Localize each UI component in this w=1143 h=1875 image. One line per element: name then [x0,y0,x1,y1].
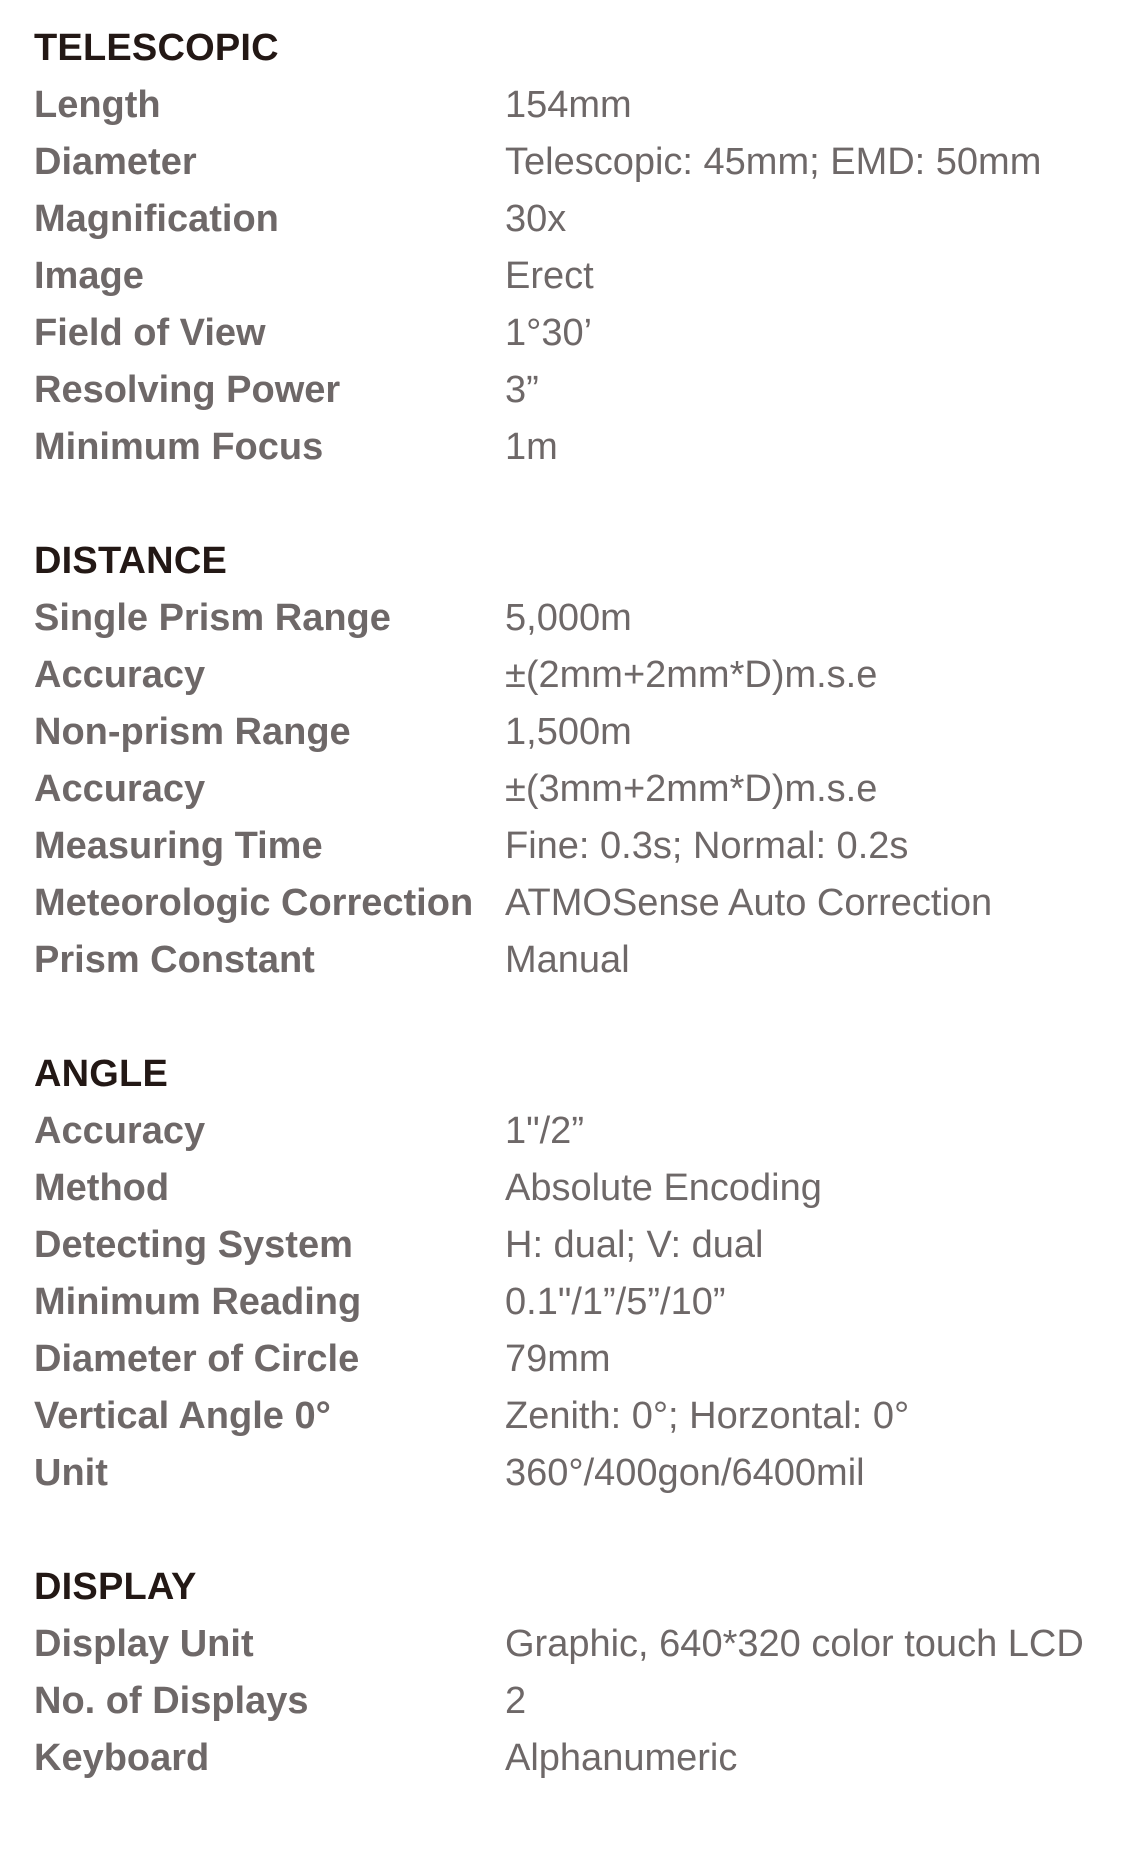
section-display [34,1559,1134,1787]
spec-label: Length [34,84,161,126]
spec-value: 360°/400gon/6400mil [505,1452,865,1494]
spec-value: 1°30’ [505,312,593,354]
spec-value: 3” [505,369,539,411]
spec-label: Image [34,255,144,297]
spec-value: 2 [505,1680,527,1722]
spec-row-non-prism-range [34,704,1134,761]
spec-row-vertical-angle [34,1388,1134,1445]
spec-value: 0.1"/1”/5”/10” [505,1281,726,1323]
spec-row-diameter [34,134,1134,191]
spec-row-magnification [34,191,1134,248]
spec-value: ±(3mm+2mm*D)m.s.e [505,768,878,810]
spec-value: Graphic, 640*320 color touch LCD [505,1623,1084,1665]
spec-row-angle-accuracy [34,1103,1134,1160]
section-distance [34,533,1134,989]
spec-row-measuring-time [34,818,1134,875]
spec-label: Keyboard [34,1737,210,1779]
spec-label: Unit [34,1452,108,1494]
spec-label: Accuracy [34,654,206,696]
spec-row-prism-constant [34,932,1134,989]
section-title: ANGLE [34,1053,168,1095]
spec-label: Accuracy [34,1110,206,1152]
section-telescopic [34,20,1134,476]
spec-label: Prism Constant [34,939,315,981]
spec-label: Field of View [34,312,266,354]
spec-row-field-of-view [34,305,1134,362]
spec-value: ATMOSense Auto Correction [505,882,993,924]
spec-label: No. of Displays [34,1680,309,1722]
spec-label: Diameter of Circle [34,1338,360,1380]
spec-label: Non-prism Range [34,711,351,753]
spec-label: Measuring Time [34,825,323,867]
spec-row-single-prism-range [34,590,1134,647]
spec-value: 154mm [505,84,632,126]
spec-row-display-unit [34,1616,1134,1673]
spec-value: ±(2mm+2mm*D)m.s.e [505,654,878,696]
spec-value: Fine: 0.3s; Normal: 0.2s [505,825,909,867]
spec-label: Minimum Reading [34,1281,362,1323]
spec-label: Method [34,1167,170,1209]
spec-value: Telescopic: 45mm; EMD: 50mm [505,141,1042,183]
spec-value: 30x [505,198,567,240]
spec-value: 79mm [505,1338,611,1380]
spec-row-keyboard [34,1730,1134,1787]
section-title: DISTANCE [34,540,228,582]
spec-label: Single Prism Range [34,597,391,639]
spec-row-minimum-focus [34,419,1134,476]
spec-row-resolving-power [34,362,1134,419]
spec-value: Absolute Encoding [505,1167,822,1209]
spec-row-unit [34,1445,1134,1502]
spec-row-image [34,248,1134,305]
spec-row-meteorologic-correction [34,875,1134,932]
spec-value: 1,500m [505,711,632,753]
spec-row-diameter-of-circle [34,1331,1134,1388]
spec-label: Meteorologic Correction [34,882,474,924]
section-angle [34,1046,1134,1502]
spec-value: 1"/2” [505,1110,584,1152]
spec-label: Vertical Angle 0° [34,1395,331,1437]
spec-sheet [34,20,1134,1787]
spec-label: Magnification [34,198,279,240]
spec-label: Resolving Power [34,369,341,411]
spec-row-non-prism-accuracy [34,761,1134,818]
spec-value: Zenith: 0°; Horzontal: 0° [505,1395,910,1437]
spec-value: Alphanumeric [505,1737,738,1779]
spec-row-minimum-reading [34,1274,1134,1331]
spec-value: 5,000m [505,597,632,639]
spec-value: H: dual; V: dual [505,1224,764,1266]
spec-label: Diameter [34,141,197,183]
spec-row-method [34,1160,1134,1217]
spec-row-number-of-displays [34,1673,1134,1730]
spec-label: Accuracy [34,768,206,810]
spec-label: Detecting System [34,1224,353,1266]
spec-value: 1m [505,426,558,468]
spec-value: Manual [505,939,630,981]
spec-label: Minimum Focus [34,426,324,468]
spec-value: Erect [505,255,594,297]
spec-row-prism-accuracy [34,647,1134,704]
spec-label: Display Unit [34,1623,254,1665]
spec-row-length [34,77,1134,134]
spec-row-detecting-system [34,1217,1134,1274]
section-title: TELESCOPIC [34,27,279,69]
section-title: DISPLAY [34,1566,197,1608]
